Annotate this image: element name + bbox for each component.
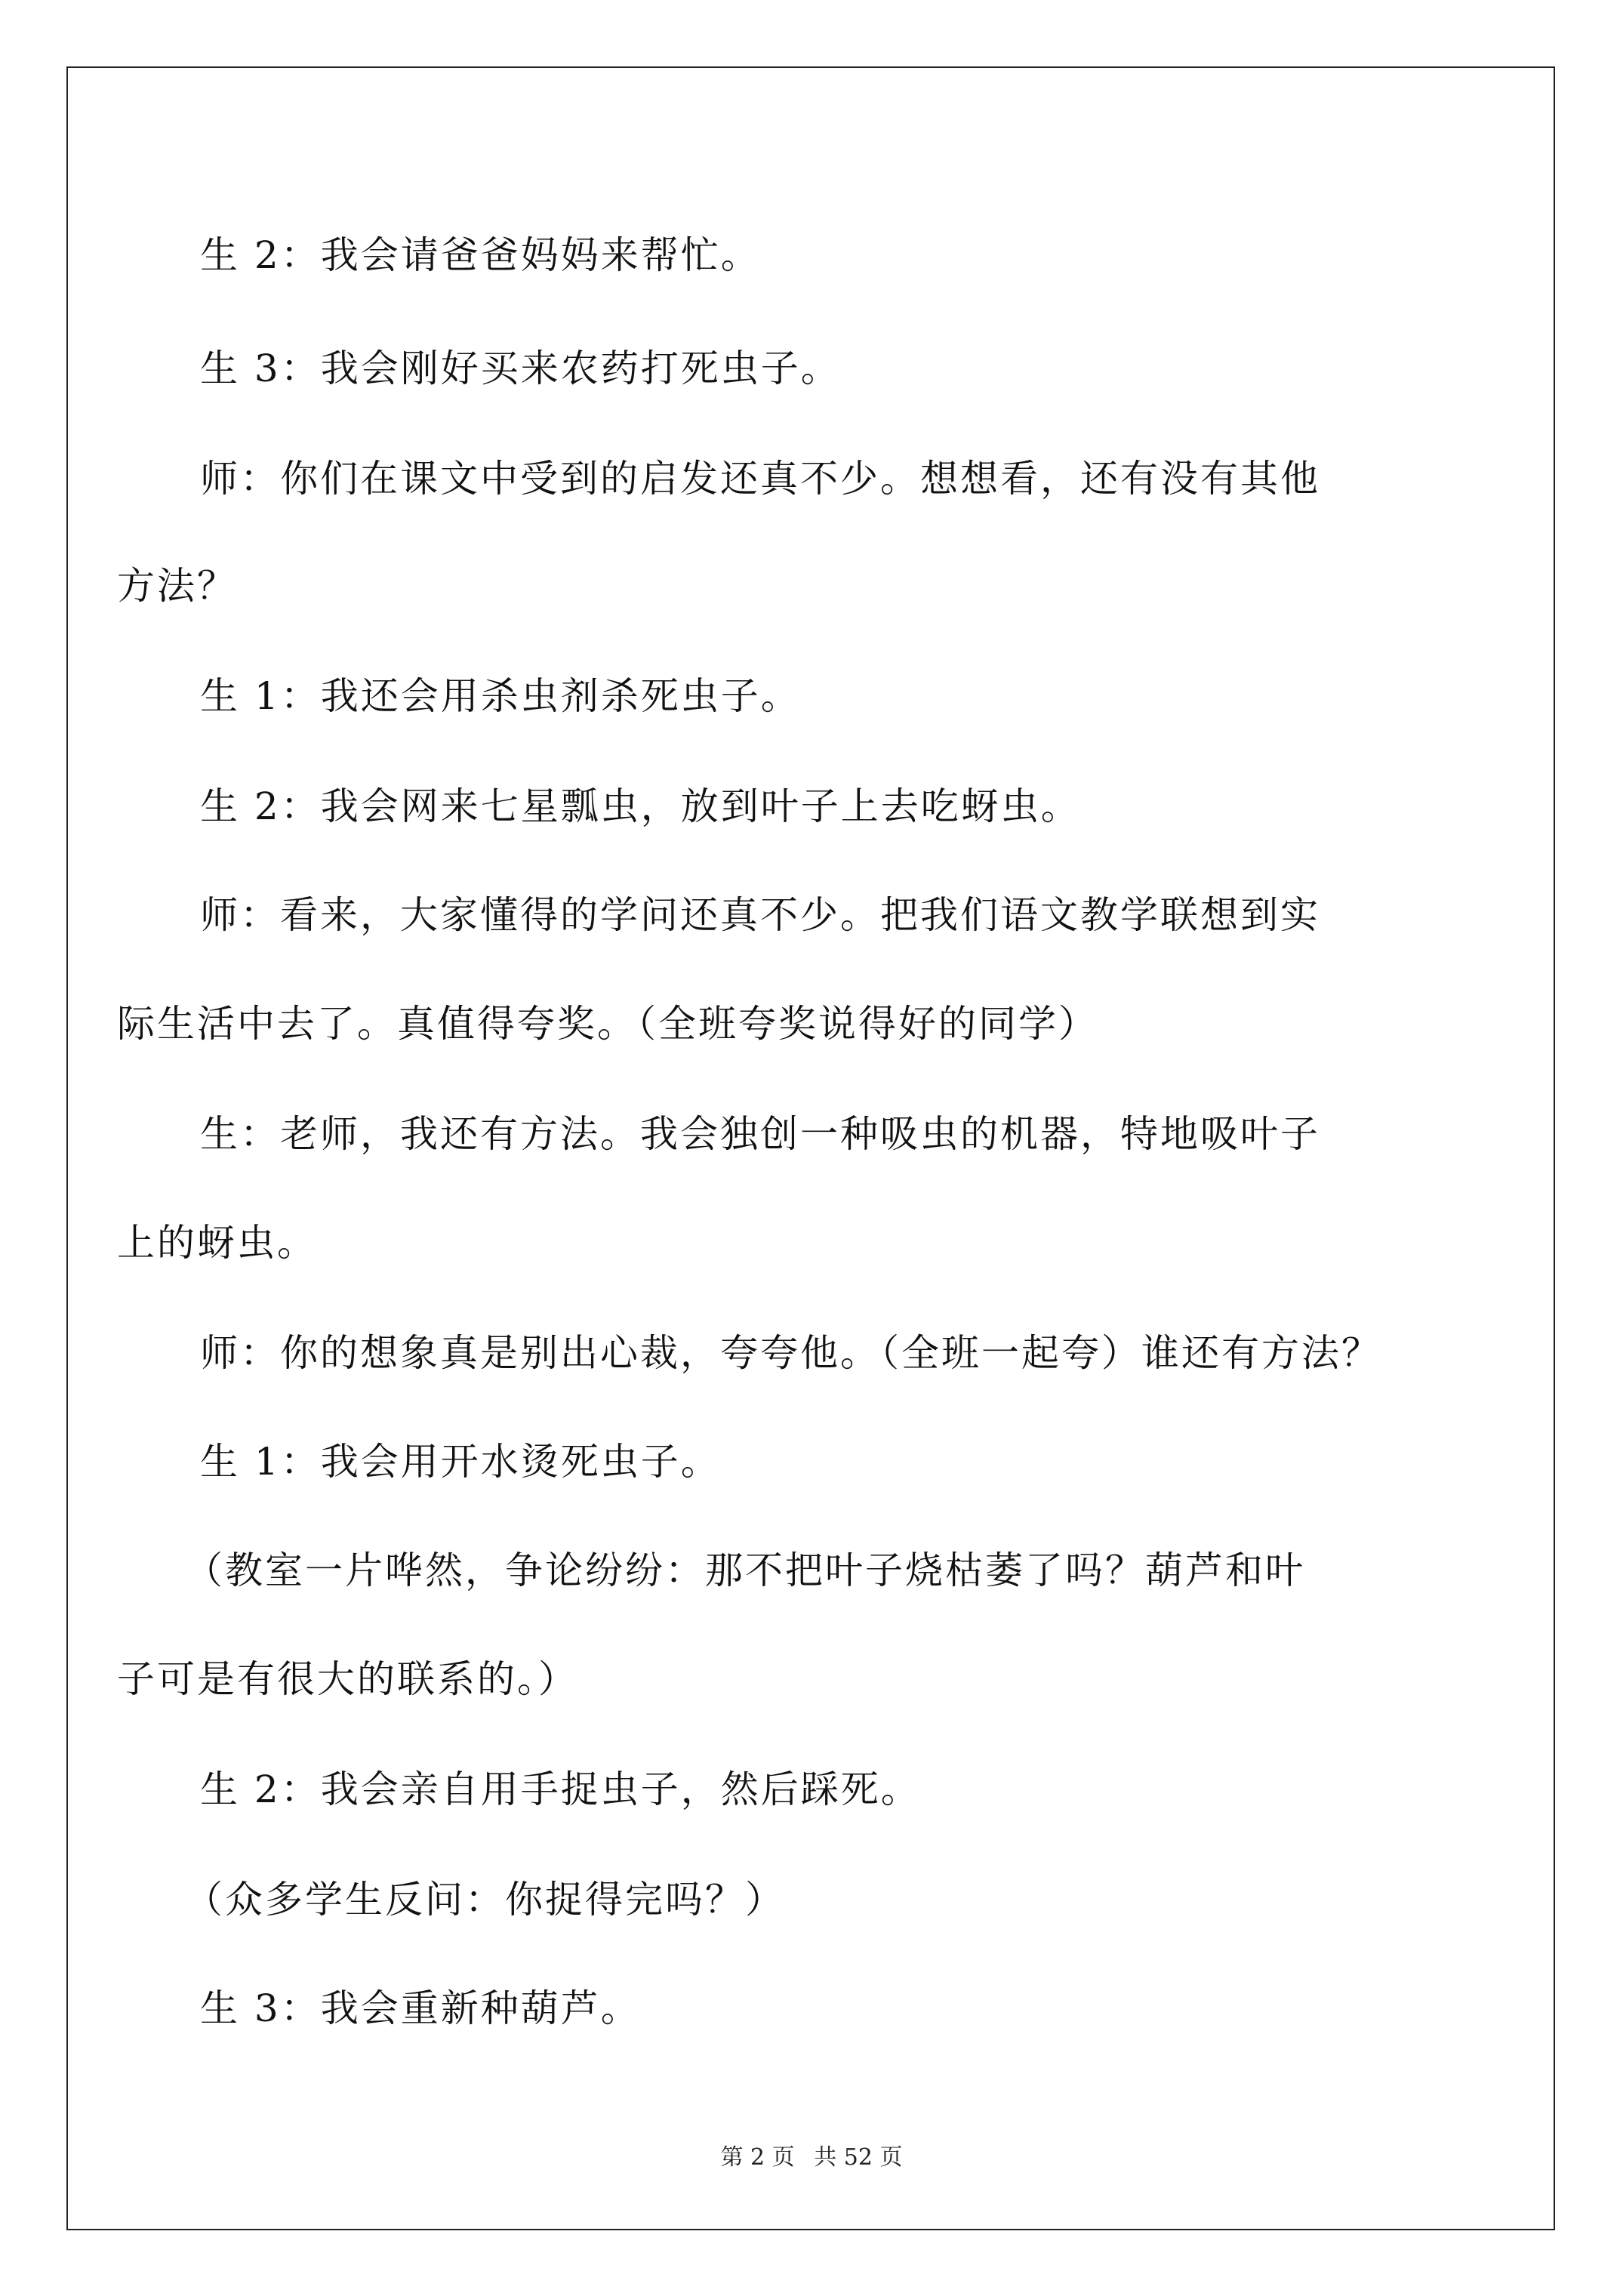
paragraph: 生 1：我会用开水烫死虫子。 — [200, 1440, 721, 1484]
paragraph: 际生活中去了。真值得夸奖。（全班夸奖说得好的同学） — [117, 1002, 1098, 1046]
paragraph: 师：看来，大家懂得的学问还真不少。把我们语文教学联想到实 — [200, 893, 1320, 937]
page-total: 共 52 页 — [814, 2144, 903, 2171]
page-number: 第 2 页 — [720, 2144, 795, 2171]
paragraph: 师：你的想象真是别出心裁，夸夸他。（全班一起夸）谁还有方法？ — [200, 1331, 1381, 1375]
paragraph: 生 3：我会重新种葫芦。 — [200, 1986, 641, 2030]
paragraph: 生：老师，我还有方法。我会独创一种吸虫的机器，特地吸叶子 — [200, 1112, 1320, 1156]
paragraph: （众多学生反问：你捉得完吗？） — [185, 1878, 785, 1922]
paragraph: 生 2：我会请爸爸妈妈来帮忙。 — [200, 233, 761, 277]
page-footer — [0, 2143, 1623, 2173]
paragraph: 生 2：我会亲自用手捉虫子，然后踩死。 — [200, 1767, 921, 1811]
paragraph: 上的蚜虫。 — [117, 1221, 317, 1265]
paragraph: 生 1：我还会用杀虫剂杀死虫子。 — [200, 674, 801, 718]
paragraph: 生 2：我会网来七星瓢虫，放到叶子上去吃蚜虫。 — [200, 784, 1081, 828]
paragraph: 方法？ — [117, 564, 237, 608]
paragraph: 师：你们在课文中受到的启发还真不少。想想看，还有没有其他 — [200, 457, 1320, 501]
paragraph: 生 3：我会刚好买来农药打死虫子。 — [200, 347, 841, 390]
paragraph: 子可是有很大的联系的。） — [117, 1657, 578, 1701]
paragraph: （教室一片哗然，争论纷纷：那不把叶子烧枯萎了吗？葫芦和叶 — [185, 1549, 1305, 1592]
